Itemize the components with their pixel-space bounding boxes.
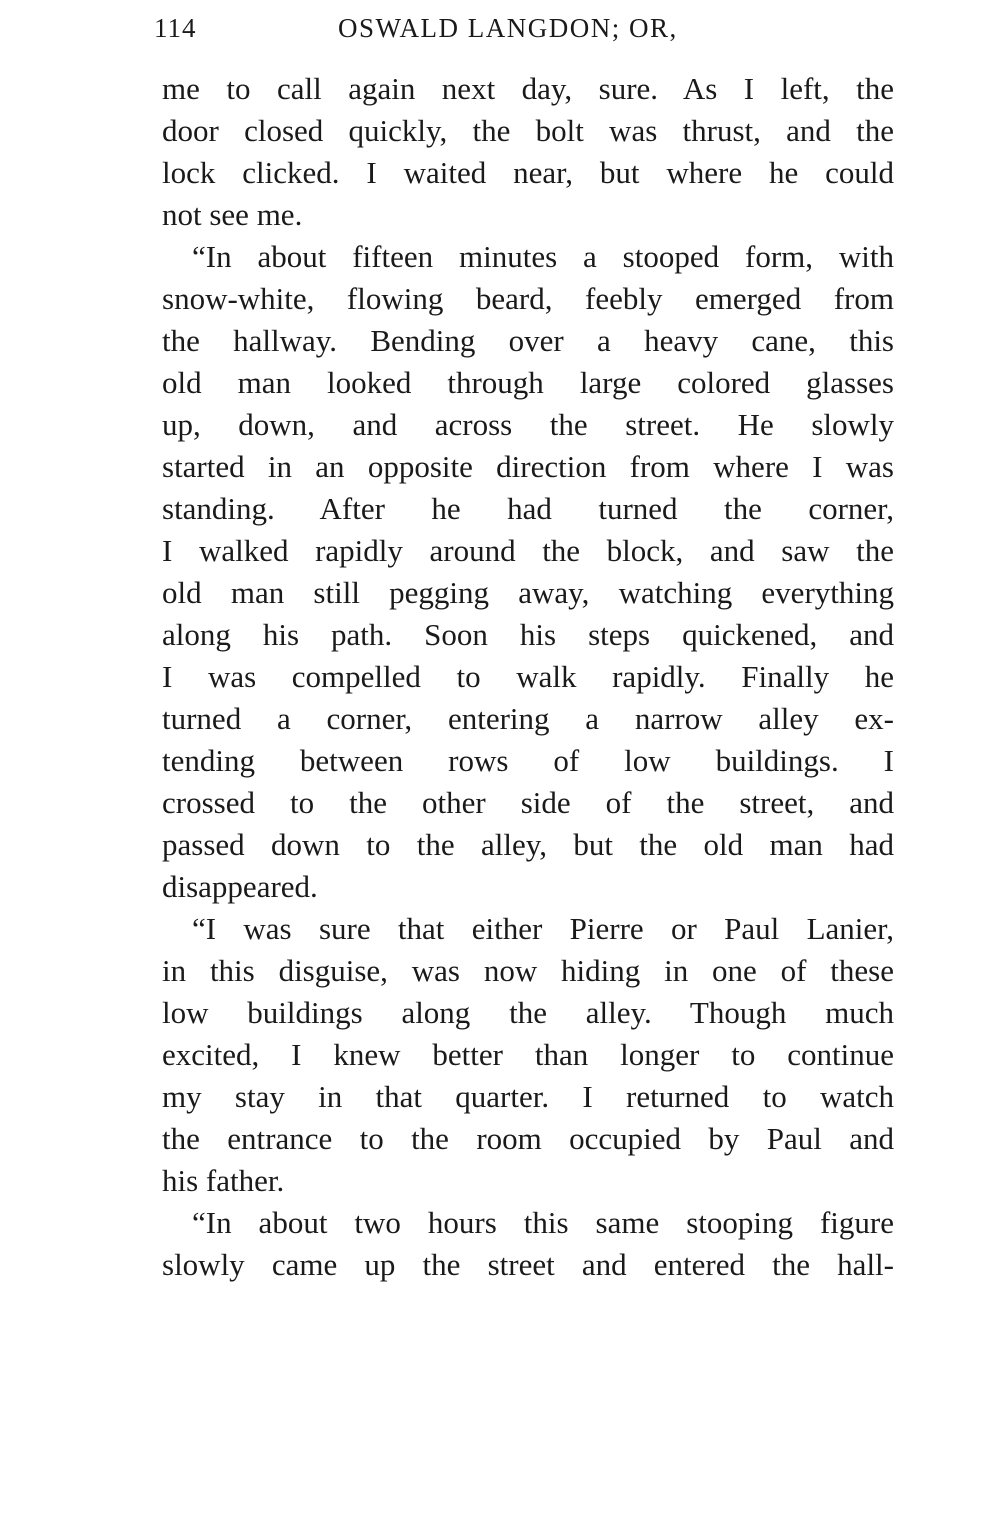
text-line: the entrance to the room occupied by Paul and (162, 1121, 894, 1156)
text-line: snow-white, flowing beard, feebly emerged from (162, 281, 894, 316)
running-title: OSWALD LANGDON; OR, (338, 13, 678, 43)
text-line: passed down to the alley, but the old man had (162, 827, 894, 862)
text-line: old man still pegging away, watching everything (162, 575, 894, 610)
text-line: turned a corner, entering a narrow alley ex- (162, 701, 894, 736)
running-head (154, 8, 894, 48)
text-line: low buildings along the alley. Though much (162, 995, 894, 1030)
text-line: lock clicked. I waited near, but where he could (162, 155, 894, 190)
text-line: tending between rows of low buildings. I (162, 743, 894, 778)
text-line: “In about fifteen minutes a stooped form, with (192, 239, 894, 274)
text-line: I walked rapidly around the block, and saw the (162, 533, 894, 568)
text-line: door closed quickly, the bolt was thrust, and the (162, 113, 894, 148)
text-line: crossed to the other side of the street, and (162, 785, 894, 820)
text-line: slowly came up the street and entered the hall- (162, 1247, 894, 1282)
paragraph-3 (162, 908, 894, 1202)
text-line: along his path. Soon his steps quickened, and (162, 617, 894, 652)
text-line: excited, I knew better than longer to continue (162, 1037, 894, 1072)
paragraph-2 (162, 236, 894, 908)
text-line: disappeared. (162, 869, 318, 904)
text-line: “In about two hours this same stooping figure (192, 1205, 894, 1240)
text-line: in this disguise, was now hiding in one of these (162, 953, 894, 988)
text-line: I was compelled to walk rapidly. Finally he (162, 659, 894, 694)
body-text (162, 68, 894, 1286)
text-line: “I was sure that either Pierre or Paul Lanier, (192, 911, 894, 946)
text-line: up, down, and across the street. He slowly (162, 407, 894, 442)
text-line: not see me. (162, 197, 303, 232)
text-line: standing. After he had turned the corner, (162, 491, 894, 526)
text-line: his father. (162, 1163, 285, 1198)
page-number: 114 (154, 13, 197, 43)
text-line: old man looked through large colored glasses (162, 365, 894, 400)
paragraph-4 (162, 1202, 894, 1286)
text-line: my stay in that quarter. I returned to watch (162, 1079, 894, 1114)
text-line: the hallway. Bending over a heavy cane, this (162, 323, 894, 358)
paragraph-1 (162, 68, 894, 236)
text-line: me to call again next day, sure. As I left, the (162, 71, 894, 106)
text-line: started in an opposite direction from where I was (162, 449, 894, 484)
